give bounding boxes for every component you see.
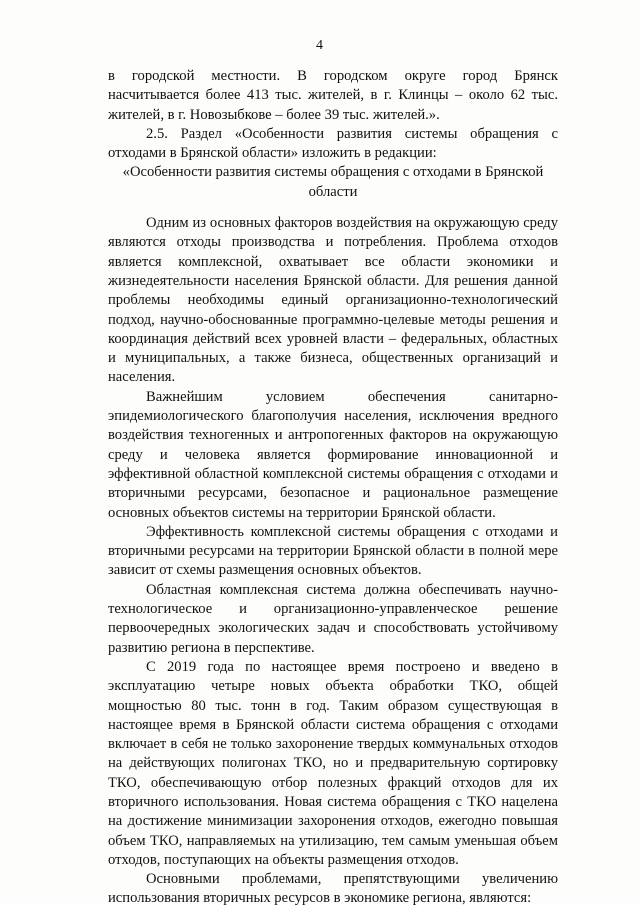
section-title: «Особенности развития системы обращения с отходами в Брянской области [122, 164, 544, 200]
paragraph-since-2019: С 2019 года по настоящее время построено и введено в эксплуатацию четыре новых объекта обработки ТКО, общей мощностью 80 тыс. тонн в год. Таким образом существующая в настоящее время в Брянской области система обращения с отходами включает в себя не только захоронение твердых коммунальных отходов на действующих полигонах ТКО, но и предварительную сортировку ТКО, обеспечивающую отбор полезных фракций отходов для их вторичного использования. Новая система обращения с ТКО нацелена на достижение минимизации захоронения отходов, ежегодно повышая объем ТКО, направляемых на утилизацию, тем самым уменьшая объем отходов, поступающих на объекты размещения отходов. [108, 658, 558, 868]
paragraph-population: в городской местности. В городском округе город Брянск насчитывается более 413 тыс. жителей, в г. Клинцы – около 62 тыс. жителей, в г. Новозыбкове – более 39 тыс. жителей.». [108, 68, 558, 123]
page-number: 4 [316, 38, 323, 53]
paragraph-main-factors: Одним из основных факторов воздействия на окружающую среду являются отходы производства и потребления. Проблема отходов является комплексной, охватывает все области экономики и жизнедеятельности населения Брянской области. Для решения данной проблемы необходимы единый организационно-технологический подход, научно-обоснованные программно-целевые методы решения и координация действий всех уровней власти – федеральных, областных и муниципальных, а также бизнеса, общественных организаций и населения. [108, 215, 558, 386]
spacer [108, 202, 558, 214]
paragraph-section-amendment: 2.5. Раздел «Особенности развития системы обращения с отходами в Брянской области» изложить в редакции: [108, 125, 558, 162]
document-body [108, 67, 558, 909]
paragraph-main-problems: Основными проблемами, препятствующими увеличению использования вторичных ресурсов в экономике региона, являются: [108, 871, 558, 907]
paragraph-efficiency: Эффективность комплексной системы обращения с отходами и вторичными ресурсами на территории Брянской области в полной мере зависит от схемы размещения основных объектов. [108, 523, 558, 579]
paragraph-regional-system: Областная комплексная система должна обеспечивать научно-технологическое и организационно-управленческое решение первоочередных экологических задач и способствовать устойчивому развитию региона в перспективе. [108, 581, 558, 656]
paragraph-key-condition: Важнейшим условием обеспечения санитарно-эпидемиологического благополучия населения, исключения вредного воздействия техногенных и антропогенных факторов на окружающую среду и человека является формирование инновационной и эффективной областной комплексной системы обращения с отходами и вторичными ресурсами, безопасное и рациональное размещение основных объектов системы на территории Брянской области. [108, 388, 558, 521]
